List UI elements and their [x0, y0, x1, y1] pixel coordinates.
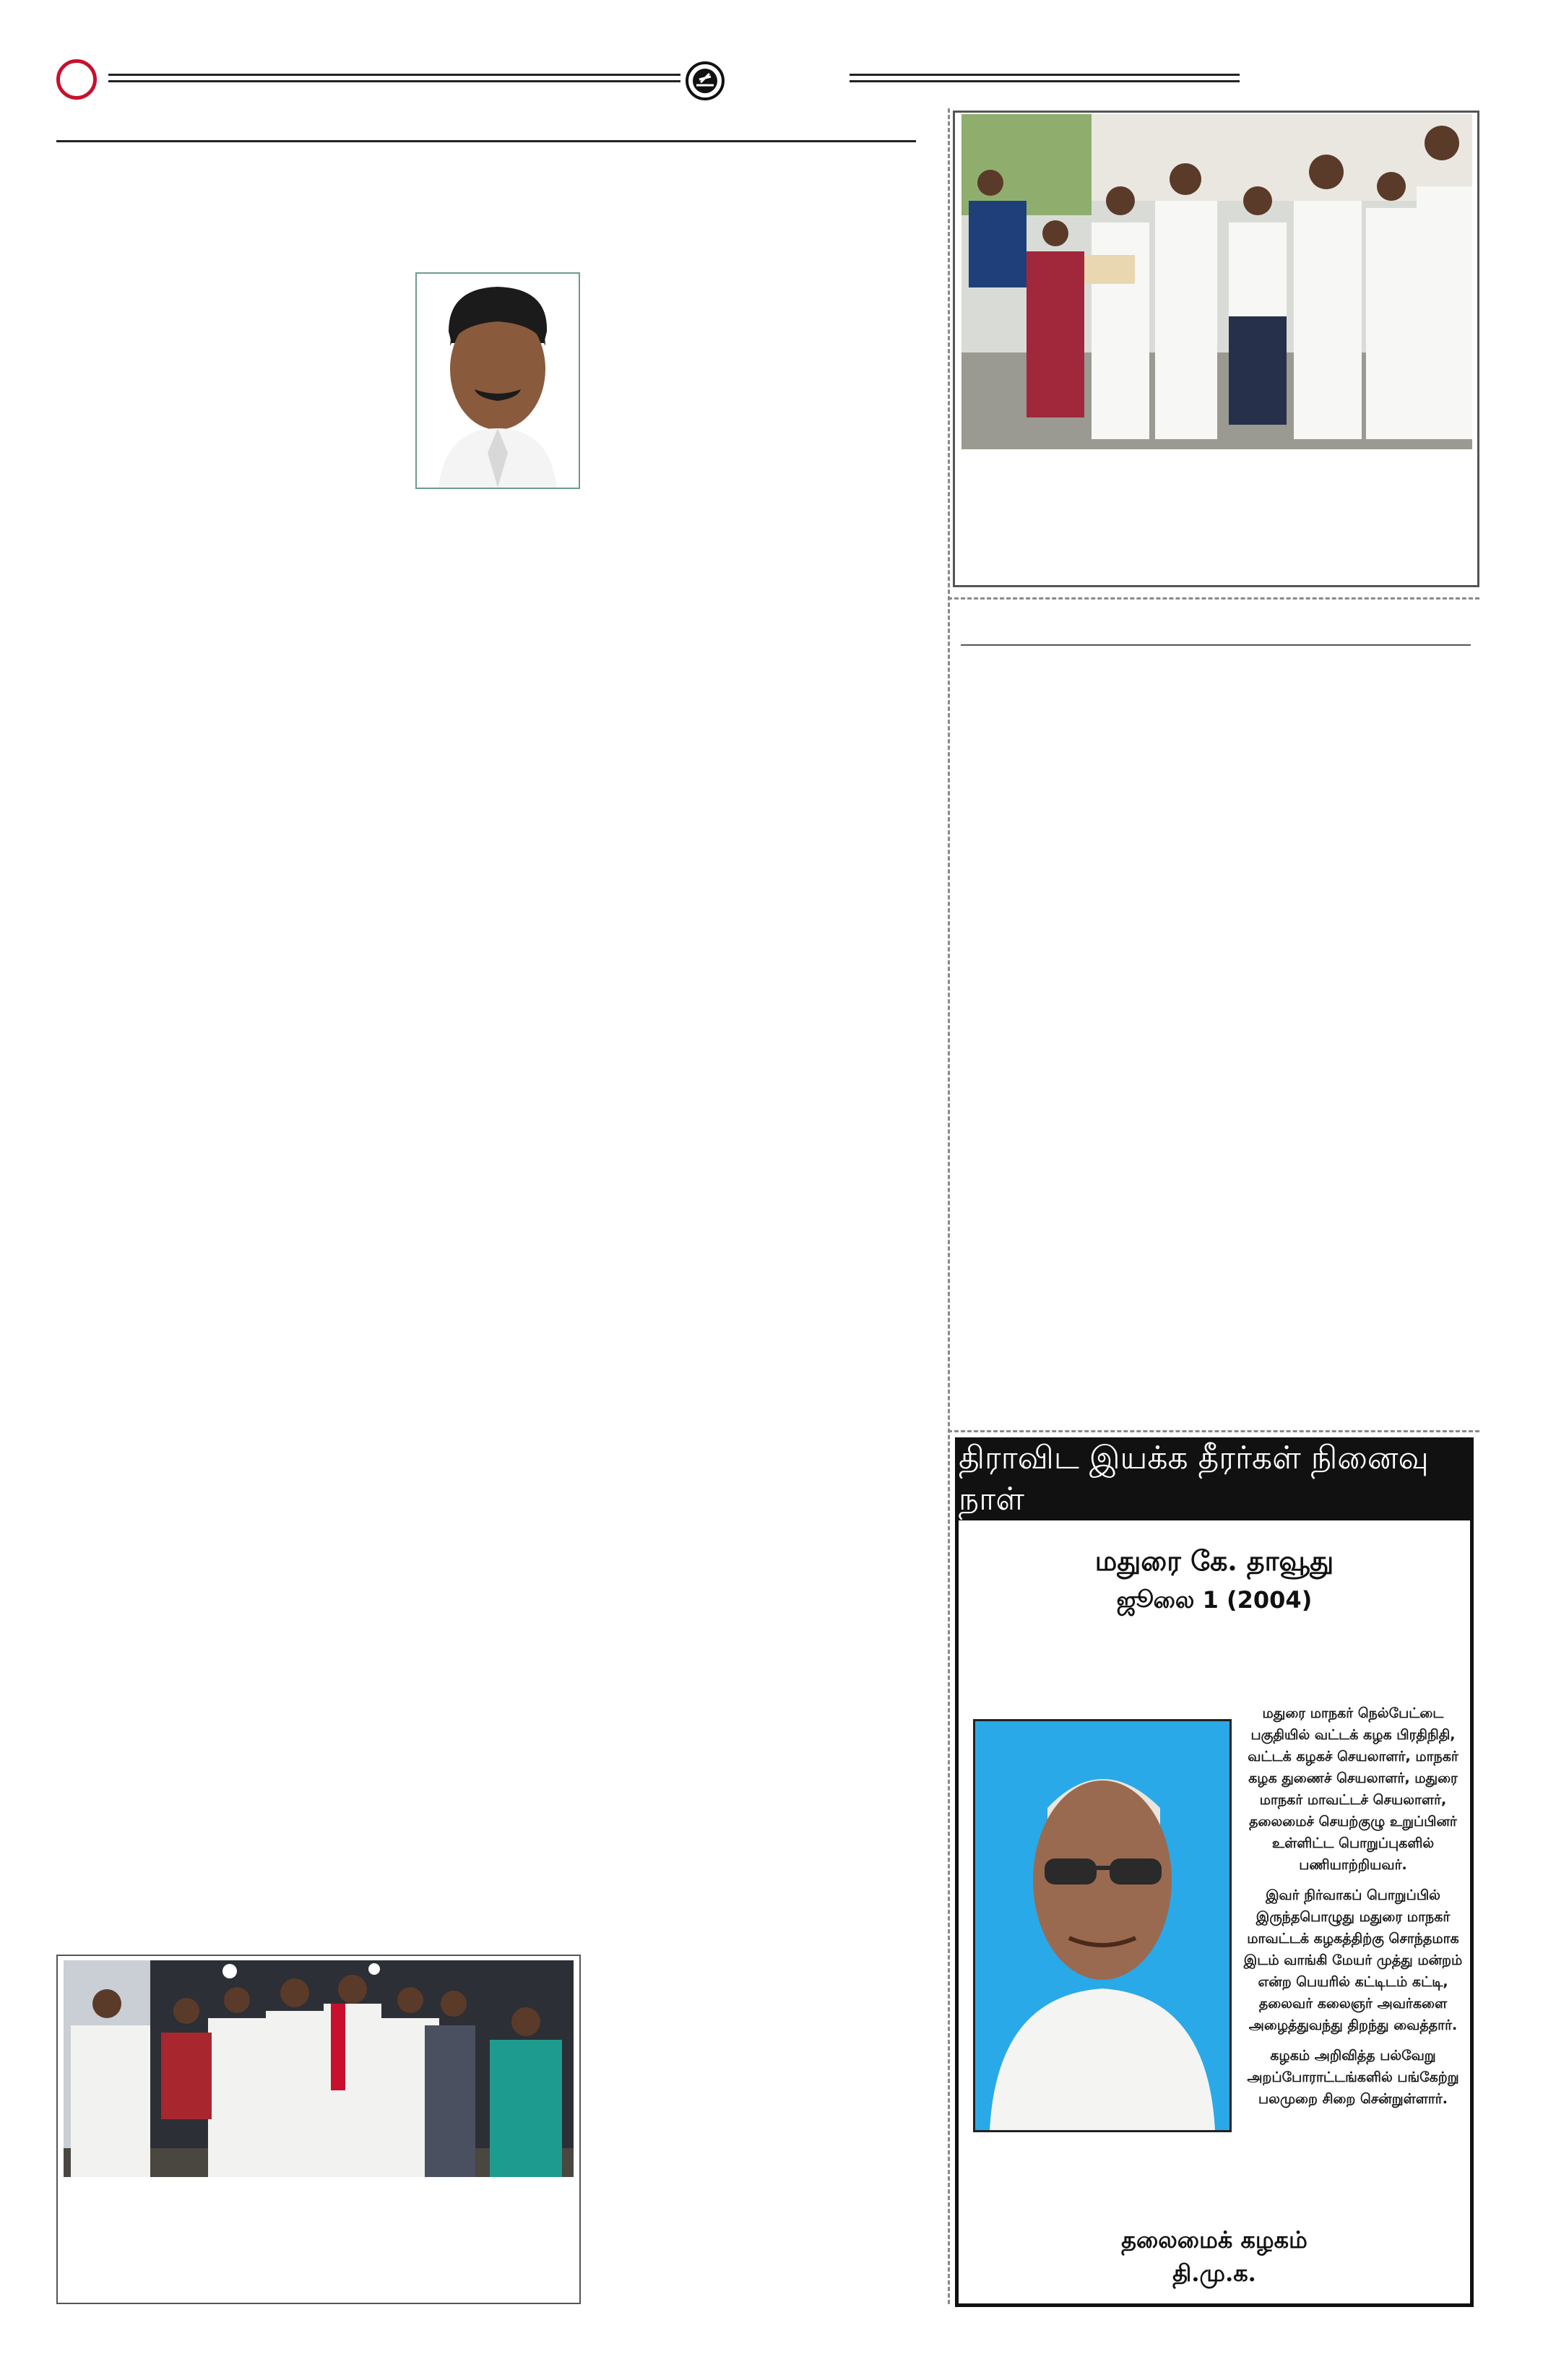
memorial-portrait-photo: [973, 1719, 1232, 2132]
memorial-signature-party: தி.மு.க.: [1172, 2259, 1256, 2287]
memorial-person-name: மதுரை கே. தாவூது: [1094, 1544, 1334, 1577]
memorial-bio-paragraph: கழகம் அறிவித்த பல்வேறு அறப்போராட்டங்களில் பங்கேற்று பலமுறை சிறை சென்றுள்ளார்.: [1247, 2048, 1459, 2107]
lead-article-rule: [56, 140, 916, 142]
header-rule-left: [108, 74, 680, 82]
article-rule: [961, 644, 1471, 646]
group-night-photo: [64, 1960, 574, 2177]
memorial-bio-paragraph: மதுரை மாநகர் நெல்பேட்டை பகுதியில் வட்டக் கழக பிரதிநிதி, வட்டக் கழகச் செயலாளர், மாநகர் கழக துணைச் செயலாளர், மதுரை மாநகர் மாவட்டச் செயலாளர், தலைமைச் செயற்குழு உறுப்பினர் உள்ளிட்ட பொறுப்புகளில் பணியாற்றியவர்.: [1248, 1705, 1458, 1873]
section-separator: [948, 1430, 1479, 1432]
memorial-date: ஜூலை 1 (2004): [1116, 1586, 1313, 1614]
portrait-photo: [415, 272, 580, 489]
memorial-biography: [1238, 1702, 1468, 2119]
memorial-bio-paragraph: இவர் நிர்வாகப் பொறுப்பில் இருந்தபொழுது மதுரை மாநகர் மாவட்டக் கழகத்திற்கு சொந்தமாக இடம் வாங்கி மேயர் முத்து மன்றம் என்ற பெயரில் கட்டிடம் கட்டி, தலைவர் கலைஞர் அவர்களை அழைத்துவந்து திறந்து வைத்தார்.: [1243, 1887, 1463, 2033]
header-rule-right: [850, 74, 1240, 82]
group-handover-photo: [961, 114, 1472, 449]
memorial-banner: திராவிட இயக்க தீரர்கள் நினைவு நாள்: [959, 1441, 1470, 1520]
section-separator: [948, 597, 1479, 600]
memorial-signature-org: தலைமைக் கழகம்: [1121, 2226, 1308, 2254]
column-separator: [948, 108, 950, 2304]
rising-sun-emblem-icon: [685, 61, 725, 101]
page-number-circle: [56, 59, 97, 100]
